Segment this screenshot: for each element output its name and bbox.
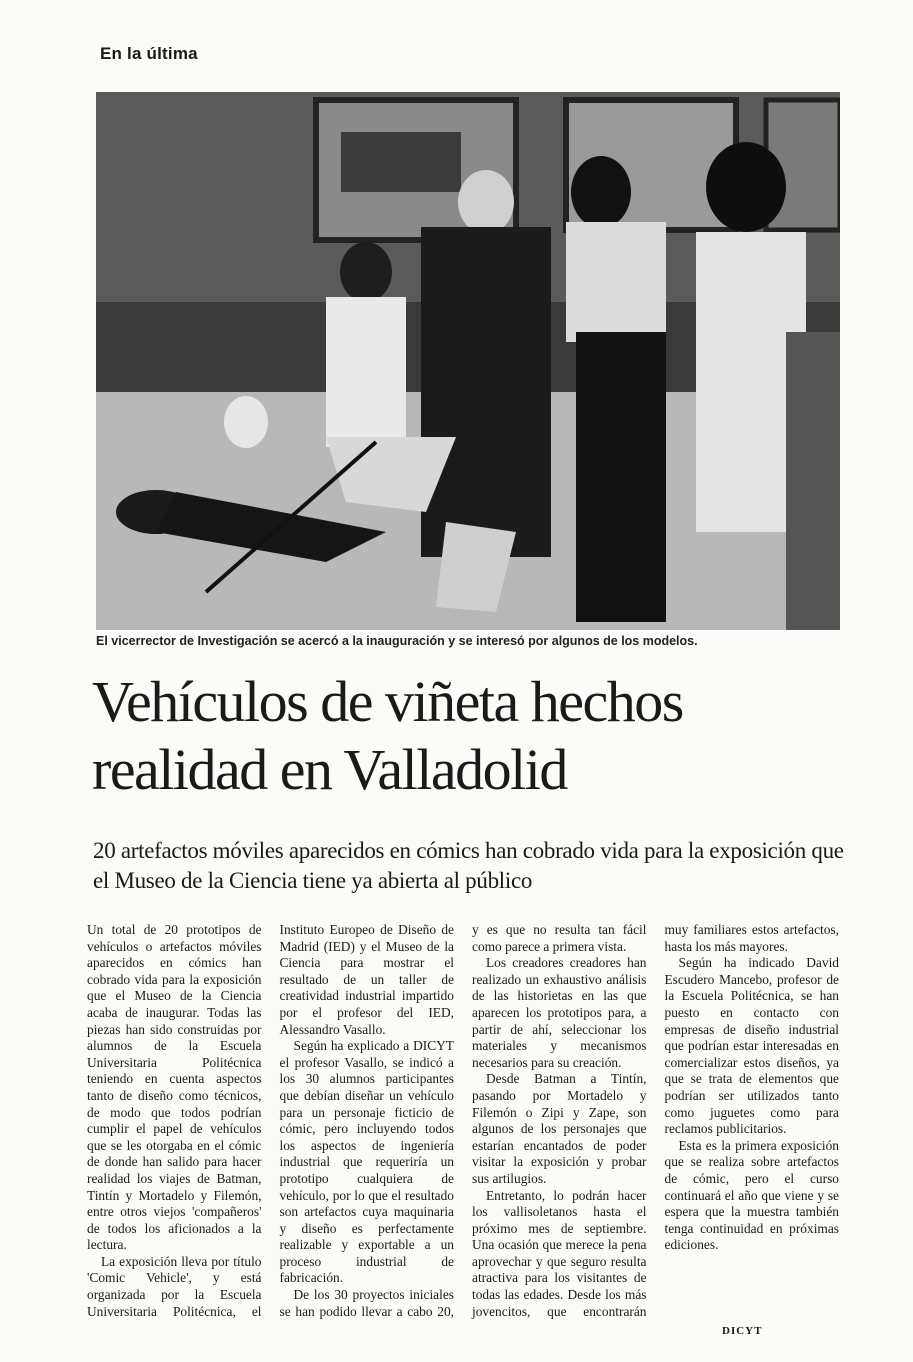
article-paragraph: Según ha indicado David Escudero Mancebo, profesor de la Escuela Politécnica, se han puesto en contacto con empresas de diseño industrial que podrían estar interesadas en comercializar estos diseños, ya que se trata de elementos que podrían ser utilizados tanto como juguetes como para reclamos publicitarios. xyxy=(664,955,839,1137)
article-paragraph: Entretanto, lo podrán hacer los vallisoletanos hasta el próximo mes de septiembre. Una ocasión que merece la pena aprovechar y que seguro resulta atractiva para los visitantes de todas las edades. Desde los más jovencitos, que encontrarán muy familiares estos artefactos, hasta los más mayores. xyxy=(472,922,839,1319)
article-body xyxy=(87,922,839,1322)
news-photo xyxy=(96,92,840,630)
photo-illustration xyxy=(96,92,840,630)
headline xyxy=(92,668,852,804)
photo-caption: El vicerrector de Investigación se acercó a la inauguración y se interesó por algunos de los modelos. xyxy=(96,634,698,648)
headline-line-1: Vehículos de viñeta hechos xyxy=(92,669,683,734)
article-paragraph: Según ha explicado a DICYT el profesor Vasallo, se indicó a los 30 alumnos participantes que debían diseñar un vehículo para un personaje ficticio de cómic, pero incluyendo todos los aspectos de ingeniería industrial que requeriría un prototipo cualquiera de vehículo, por lo que el resultado son artefactos cuya maquinaria y diseño es perfectamente realizable y exportable a un proceso industrial de fabricación. xyxy=(279,1038,454,1286)
article-paragraph: Esta es la primera exposición que se realiza sobre artefactos de cómic, pero el curso continuará el año que viene y se espera que la muestra también tenga continuidad en próximas ediciones. xyxy=(664,1137,839,1253)
subheadline: 20 artefactos móviles aparecidos en cómics han cobrado vida para la exposición que el Museo de la Ciencia tiene ya abierta al público xyxy=(93,838,844,893)
author-signature: DICYT xyxy=(722,1325,763,1337)
headline-line-2: realidad en Valladolid xyxy=(92,737,567,802)
article-paragraph: La exposición lleva por título 'Comic Vehicle', y está organizada por la Escuela Universitaria Politécnica, el Instituto Europeo de Diseño de Madrid (IED) y el Museo de la Ciencia para mostrar el resultado de un taller de creatividad industrial impartido por el profesor del IED, Alessandro Vasallo. xyxy=(87,922,454,1319)
section-label: En la última xyxy=(100,44,198,63)
article-paragraph: De los 30 proyectos iniciales se han podido llevar a cabo 20, y es que no resulta tan fácil como parece a primera vista. xyxy=(279,922,647,1319)
article-paragraph: Los creadores creadores han realizado un exhaustivo análisis de las historietas en las que aparecen los prototipos para, a partir de ahí, seleccionar los materiales y mecanismos necesarios para su creación. xyxy=(472,955,647,1070)
article-paragraph: Un total de 20 prototipos de vehículos o artefactos móviles aparecidos en cómics han cobrado vida para la exposición que el Museo de la Ciencia acaba de inaugurar. Todas las piezas han sido construidas por alumnos de la Escuela Universitaria Politécnica teniendo en cuenta aspectos tanto de diseño como técnicos, de modo que todos podrían cumplir el papel de vehículos que se les otorgaba en el cómic de donde han salido para hacer realidad los viajes de Batman, Tintín y Mortadelo y Filemón, entre otros viejos 'compañeros' de todos los aficionados a la lectura. xyxy=(87,922,262,1253)
article-paragraph: Desde Batman a Tintín, pasando por Mortadelo y Filemón o Zipi y Zape, son algunos de los personajes que estarían encantados de poder visitar la exposición y probar sus artilugios. xyxy=(472,1071,647,1186)
